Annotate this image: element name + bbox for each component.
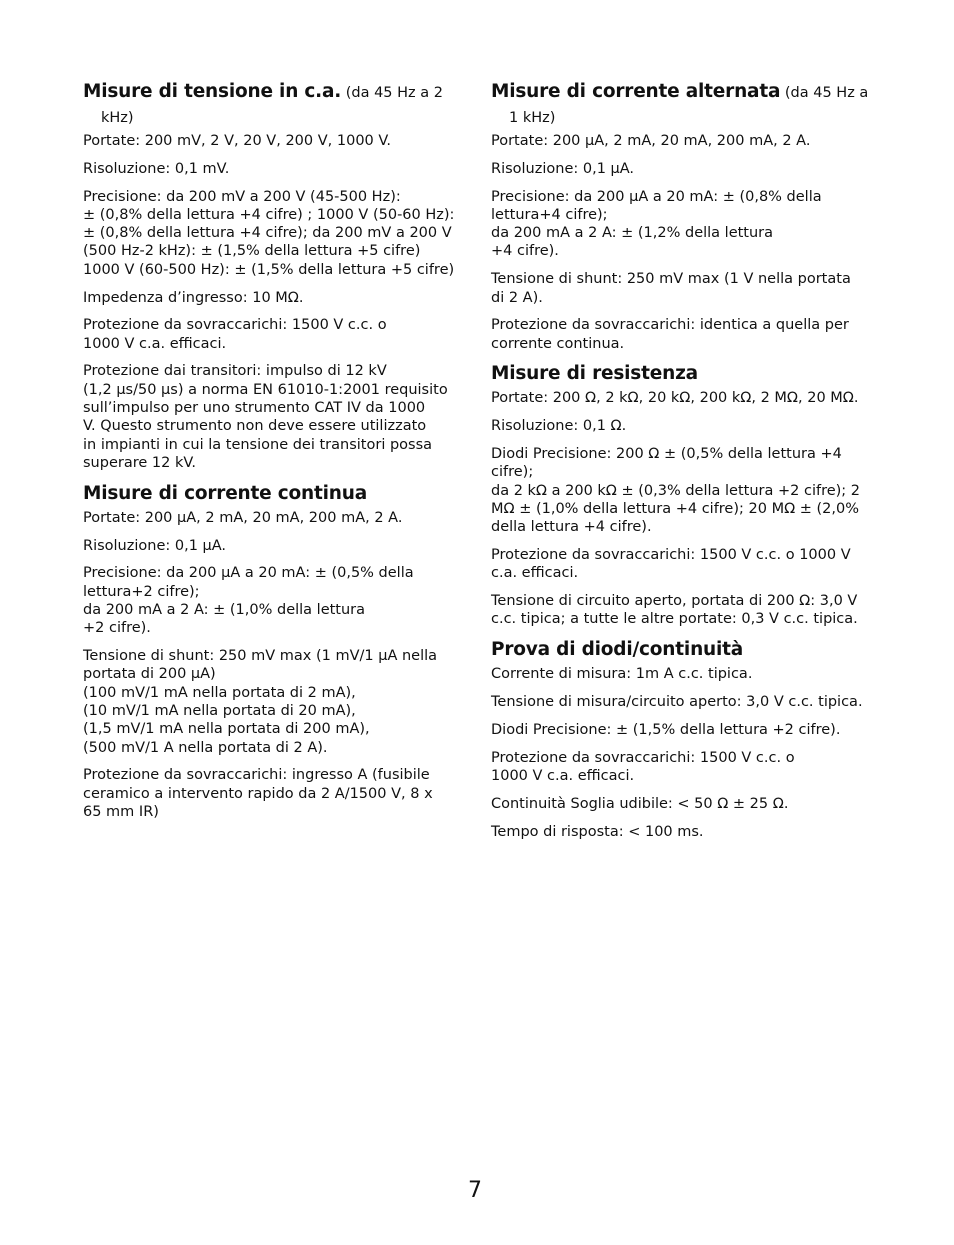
spec-paragraph: Tensione di shunt: 250 mV max (1 V nella portata di 2 A). — [491, 271, 851, 306]
spec-paragraph: Protezione da sovraccarichi: 1500 V c.c. o 1000 V c.a. efficaci. — [491, 749, 795, 784]
spec-paragraph: Protezione da sovraccarichi: identica a quella per corrente continua. — [491, 317, 849, 352]
spec-paragraph: Risoluzione: 0,1 µA. — [83, 537, 227, 554]
spec-paragraph: Risoluzione: 0,1 Ω. — [491, 418, 627, 435]
spec-paragraph: Continuità Soglia udibile: < 50 Ω ± 25 Ω. — [491, 795, 789, 812]
section-dc-current — [83, 482, 461, 821]
heading-text: Misure di corrente alternata — [491, 81, 781, 102]
spec-paragraph: Portate: 200 µA, 2 mA, 20 mA, 200 mA, 2 A. — [491, 133, 811, 149]
spec-paragraph: Protezione da sovraccarichi: 1500 V c.c. o 1000 V c.a. efficaci. — [83, 317, 387, 352]
spec-paragraph: Portate: 200 Ω, 2 kΩ, 20 kΩ, 200 kΩ, 2 MΩ, 20 MΩ. — [491, 390, 859, 407]
page-number: 7 — [468, 1178, 482, 1203]
section-ac-voltage — [83, 80, 461, 472]
heading-text: Misure di resistenza — [491, 363, 698, 385]
spec-paragraph: Impedenza d’ingresso: 10 MΩ. — [83, 289, 304, 306]
spec-paragraph: Precisione: da 200 mV a 200 V (45-500 Hz): ± (0,8% della lettura +4 cifre) ; 1000 V (50-60 Hz): ± (0,8% della lettura +4 cifre); da 200 mV a 200 V (500 Hz-2 kHz): ± (1,5% della lettura +5 cifre) 1000 V (60-500 Hz): ± (1,5% della lettura +5 cifre) — [83, 188, 455, 278]
section-heading — [83, 80, 461, 130]
section-heading — [491, 80, 876, 130]
spec-paragraph: Corrente di misura: 1m A c.c. tipica. — [491, 666, 753, 683]
spec-paragraph: Precisione: da 200 µA a 20 mA: ± (0,5% della lettura+2 cifre); da 200 mA a 2 A: ± (1,0% della lettura +2 cifre). — [83, 565, 414, 637]
heading-text: Misure di corrente continua — [83, 482, 367, 504]
left-column — [83, 80, 461, 831]
heading-text: Prova di diodi/continuità — [491, 639, 744, 661]
spec-paragraph: Diodi Precisione: ± (1,5% della lettura +2 cifre). — [491, 721, 841, 738]
spec-paragraph: Protezione da sovraccarichi: 1500 V c.c. o 1000 V c.a. efficaci. — [491, 547, 851, 582]
section-diode-continuity — [491, 638, 876, 841]
section-heading — [491, 638, 876, 663]
spec-paragraph: Portate: 200 µA, 2 mA, 20 mA, 200 mA, 2 A. — [83, 509, 403, 526]
section-resistance — [491, 362, 876, 628]
right-column — [491, 80, 876, 850]
section-heading — [491, 362, 876, 387]
spec-paragraph: Risoluzione: 0,1 µA. — [491, 160, 635, 177]
section-ac-current — [491, 80, 876, 353]
spec-paragraph: Protezione dai transitori: impulso di 12 kV (1,2 µs/50 µs) a norma EN 61010-1:2001 requisito sull’impulso per uno strumento CAT IV da 1000 V. Questo strumento non deve essere utilizzato in impianti in cui la tensione dei transitori possa superare 12 kV. — [83, 363, 448, 471]
section-heading — [83, 482, 461, 507]
spec-paragraph: Protezione da sovraccarichi: ingresso A (fusibile ceramico a intervento rapido da 2 A/1500 V, 8 x 65 mm IR) — [83, 767, 433, 820]
spec-paragraph: Tensione di misura/circuito aperto: 3,0 V c.c. tipica. — [491, 694, 863, 711]
spec-paragraph: Tempo di risposta: < 100 ms. — [491, 823, 704, 840]
heading-text: Misure di tensione in c.a. — [83, 81, 342, 102]
heading-note: (da 45 Hz a 2 kHz) — [101, 85, 443, 126]
spec-paragraph: Diodi Precisione: 200 Ω ± (0,5% della lettura +4 cifre); da 2 kΩ a 200 kΩ ± (0,3% della lettura +2 cifre); 2 MΩ ± (1,0% della lettura +4 cifre); 20 MΩ ± (2,0% della lettura +4 cifre). — [491, 446, 861, 536]
heading-note: (da 45 Hz a 1 kHz) — [509, 85, 869, 126]
spec-paragraph: Risoluzione: 0,1 mV. — [83, 160, 230, 177]
spec-paragraph: Tensione di circuito aperto, portata di 200 Ω: 3,0 V c.c. tipica; a tutte le altre portate: 0,3 V c.c. tipica. — [491, 593, 858, 628]
spec-paragraph: Portate: 200 mV, 2 V, 20 V, 200 V, 1000 V. — [83, 133, 392, 149]
spec-paragraph: Precisione: da 200 µA a 20 mA: ± (0,8% della lettura+4 cifre); da 200 mA a 2 A: ± (1,2% della lettura +4 cifre). — [491, 188, 822, 260]
spec-paragraph: Tensione di shunt: 250 mV max (1 mV/1 µA nella portata di 200 µA) (100 mV/1 mA nella portata di 2 mA), (10 mV/1 mA nella portata di 20 mA), (1,5 mV/1 mA nella portata di 200 mA), (500 mV/1 A nella portata di 2 A). — [83, 648, 438, 756]
